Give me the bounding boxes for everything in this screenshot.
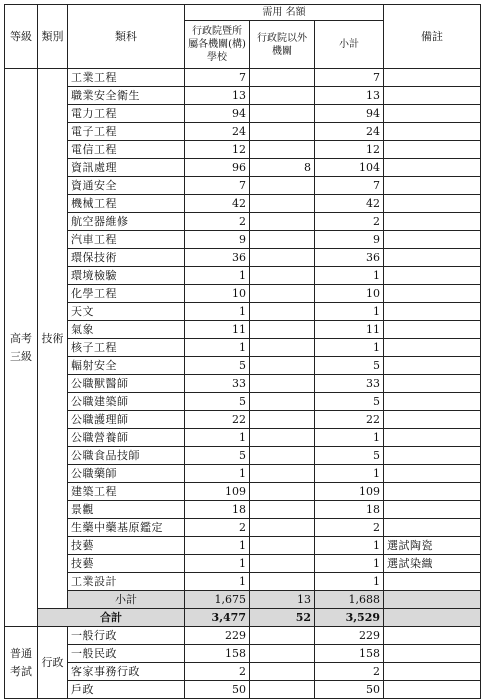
subject-cell: 機械工程 bbox=[68, 195, 185, 213]
remarks-cell bbox=[384, 105, 481, 123]
subject-cell: 電子工程 bbox=[68, 123, 185, 141]
non-exec-count-cell bbox=[250, 303, 315, 321]
subtotal-cell: 12 bbox=[315, 141, 384, 159]
type-cell: 技術 bbox=[38, 69, 68, 609]
exec-count-cell: 2 bbox=[185, 663, 250, 681]
subtotal-cell: 104 bbox=[315, 159, 384, 177]
subtotal-cell: 1 bbox=[315, 267, 384, 285]
table-row bbox=[5, 357, 481, 375]
remarks-cell bbox=[384, 357, 481, 375]
subtotal-cell: 2 bbox=[315, 213, 384, 231]
exec-count-cell: 1 bbox=[185, 429, 250, 447]
table-row bbox=[5, 627, 481, 645]
subtotal-cell: 10 bbox=[315, 285, 384, 303]
subtotal-cell: 7 bbox=[315, 69, 384, 87]
subject-cell: 環境檢驗 bbox=[68, 267, 185, 285]
exec-count-cell: 13 bbox=[185, 87, 250, 105]
subtotal-cell: 1 bbox=[315, 555, 384, 573]
subtotal-cell: 11 bbox=[315, 321, 384, 339]
table-row bbox=[5, 393, 481, 411]
table-row bbox=[5, 231, 481, 249]
subtotal-cell: 13 bbox=[315, 87, 384, 105]
non-exec-count-cell bbox=[250, 483, 315, 501]
non-exec-count-cell bbox=[250, 357, 315, 375]
header-level: 等級 bbox=[5, 5, 38, 69]
level-cell: 高考三級 bbox=[5, 69, 38, 627]
table-row bbox=[5, 519, 481, 537]
exec-count-cell: 50 bbox=[185, 681, 250, 699]
subtotal-cell: 33 bbox=[315, 375, 384, 393]
subject-cell: 氣象 bbox=[68, 321, 185, 339]
exec-count-cell: 1 bbox=[185, 303, 250, 321]
table-row bbox=[5, 501, 481, 519]
subtotal-cell: 1 bbox=[315, 537, 384, 555]
table-row bbox=[5, 429, 481, 447]
non-exec-count-cell bbox=[250, 537, 315, 555]
subtotal-row bbox=[5, 591, 481, 609]
table-row bbox=[5, 249, 481, 267]
remarks-cell bbox=[384, 429, 481, 447]
non-exec-count-cell bbox=[250, 141, 315, 159]
non-exec-count-cell bbox=[250, 249, 315, 267]
remarks-cell bbox=[384, 573, 481, 591]
non-exec-count-cell bbox=[250, 627, 315, 645]
remarks-cell bbox=[384, 681, 481, 699]
remarks-cell bbox=[384, 393, 481, 411]
subject-cell: 汽車工程 bbox=[68, 231, 185, 249]
remarks-cell: 選試陶瓷 bbox=[384, 537, 481, 555]
exec-count-cell: 1 bbox=[185, 537, 250, 555]
table-row bbox=[5, 465, 481, 483]
subtotal-remarks bbox=[384, 591, 481, 609]
non-exec-count-cell bbox=[250, 267, 315, 285]
subtotal-cell: 2 bbox=[315, 663, 384, 681]
quota-table bbox=[4, 4, 481, 699]
non-exec-count-cell bbox=[250, 339, 315, 357]
exec-count-cell: 158 bbox=[185, 645, 250, 663]
subtotal-cell: 1 bbox=[315, 465, 384, 483]
exec-count-cell: 11 bbox=[185, 321, 250, 339]
subtotal-cell: 50 bbox=[315, 681, 384, 699]
exec-count-cell: 109 bbox=[185, 483, 250, 501]
non-exec-count-cell: 8 bbox=[250, 159, 315, 177]
header-exec: 行政院暨所屬各機關(構)學校 bbox=[185, 21, 250, 69]
exec-count-cell: 1 bbox=[185, 573, 250, 591]
non-exec-count-cell bbox=[250, 87, 315, 105]
subtotal-label: 小計 bbox=[68, 591, 185, 609]
remarks-cell bbox=[384, 159, 481, 177]
non-exec-count-cell bbox=[250, 285, 315, 303]
table-row bbox=[5, 375, 481, 393]
exec-count-cell: 7 bbox=[185, 177, 250, 195]
table-row bbox=[5, 87, 481, 105]
subject-cell: 客家事務行政 bbox=[68, 663, 185, 681]
exec-count-cell: 2 bbox=[185, 213, 250, 231]
table-row bbox=[5, 573, 481, 591]
remarks-cell bbox=[384, 447, 481, 465]
exec-count-cell: 33 bbox=[185, 375, 250, 393]
exec-count-cell: 5 bbox=[185, 357, 250, 375]
subtotal-cell: 1 bbox=[315, 429, 384, 447]
non-exec-count-cell bbox=[250, 321, 315, 339]
remarks-cell bbox=[384, 267, 481, 285]
remarks-cell bbox=[384, 375, 481, 393]
remarks-cell bbox=[384, 645, 481, 663]
non-exec-count-cell bbox=[250, 69, 315, 87]
subtotal-cell: 5 bbox=[315, 357, 384, 375]
exec-count-cell: 1 bbox=[185, 555, 250, 573]
non-exec-count-cell bbox=[250, 681, 315, 699]
subtotal-non-exec: 13 bbox=[250, 591, 315, 609]
remarks-cell bbox=[384, 213, 481, 231]
subject-cell: 建築工程 bbox=[68, 483, 185, 501]
non-exec-count-cell bbox=[250, 519, 315, 537]
subject-cell: 工業工程 bbox=[68, 69, 185, 87]
non-exec-count-cell bbox=[250, 195, 315, 213]
table-row bbox=[5, 195, 481, 213]
table-row bbox=[5, 177, 481, 195]
table-row bbox=[5, 555, 481, 573]
table-row bbox=[5, 537, 481, 555]
subject-cell: 技藝 bbox=[68, 537, 185, 555]
non-exec-count-cell bbox=[250, 429, 315, 447]
subtotal-cell: 7 bbox=[315, 177, 384, 195]
table-row bbox=[5, 681, 481, 699]
non-exec-count-cell bbox=[250, 375, 315, 393]
table-row bbox=[5, 213, 481, 231]
table-row bbox=[5, 339, 481, 357]
subtotal-cell: 94 bbox=[315, 105, 384, 123]
total-non-exec: 52 bbox=[250, 609, 315, 627]
exec-count-cell: 18 bbox=[185, 501, 250, 519]
table-row bbox=[5, 645, 481, 663]
remarks-cell bbox=[384, 285, 481, 303]
subtotal-cell: 36 bbox=[315, 249, 384, 267]
subtotal-total: 1,688 bbox=[315, 591, 384, 609]
exec-count-cell: 12 bbox=[185, 141, 250, 159]
total-remarks bbox=[384, 609, 481, 627]
subtotal-exec: 1,675 bbox=[185, 591, 250, 609]
subject-cell: 電信工程 bbox=[68, 141, 185, 159]
non-exec-count-cell bbox=[250, 177, 315, 195]
non-exec-count-cell bbox=[250, 105, 315, 123]
remarks-cell bbox=[384, 141, 481, 159]
non-exec-count-cell bbox=[250, 123, 315, 141]
subtotal-cell: 2 bbox=[315, 519, 384, 537]
group-ordinary-admin bbox=[5, 627, 481, 699]
remarks-cell bbox=[384, 249, 481, 267]
remarks-cell bbox=[384, 123, 481, 141]
subtotal-cell: 109 bbox=[315, 483, 384, 501]
remarks-cell bbox=[384, 69, 481, 87]
exec-count-cell: 36 bbox=[185, 249, 250, 267]
subject-cell: 公職獸醫師 bbox=[68, 375, 185, 393]
non-exec-count-cell bbox=[250, 573, 315, 591]
subject-cell: 公職藥師 bbox=[68, 465, 185, 483]
exec-count-cell: 229 bbox=[185, 627, 250, 645]
subject-cell: 一般民政 bbox=[68, 645, 185, 663]
remarks-cell bbox=[384, 465, 481, 483]
table-row bbox=[5, 285, 481, 303]
group-senior-technical bbox=[5, 69, 481, 627]
total-exec: 3,477 bbox=[185, 609, 250, 627]
subject-cell: 景觀 bbox=[68, 501, 185, 519]
non-exec-count-cell bbox=[250, 393, 315, 411]
table-row bbox=[5, 69, 481, 87]
remarks-cell bbox=[384, 87, 481, 105]
non-exec-count-cell bbox=[250, 555, 315, 573]
exec-count-cell: 94 bbox=[185, 105, 250, 123]
exec-count-cell: 24 bbox=[185, 123, 250, 141]
exec-count-cell: 10 bbox=[185, 285, 250, 303]
type-cell: 行政 bbox=[38, 627, 68, 699]
table-row bbox=[5, 321, 481, 339]
non-exec-count-cell bbox=[250, 663, 315, 681]
subject-cell: 化學工程 bbox=[68, 285, 185, 303]
remarks-cell bbox=[384, 411, 481, 429]
table-row bbox=[5, 267, 481, 285]
total-label: 合計 bbox=[38, 609, 185, 627]
subject-cell: 生藥中藥基原鑑定 bbox=[68, 519, 185, 537]
remarks-cell bbox=[384, 177, 481, 195]
subtotal-cell: 5 bbox=[315, 447, 384, 465]
exec-count-cell: 9 bbox=[185, 231, 250, 249]
subtotal-cell: 24 bbox=[315, 123, 384, 141]
exec-count-cell: 1 bbox=[185, 465, 250, 483]
subject-cell: 公職建築師 bbox=[68, 393, 185, 411]
subtotal-cell: 1 bbox=[315, 573, 384, 591]
header-non-exec: 行政院以外機關 bbox=[250, 21, 315, 69]
table-row bbox=[5, 411, 481, 429]
remarks-cell bbox=[384, 339, 481, 357]
exec-count-cell: 42 bbox=[185, 195, 250, 213]
exec-count-cell: 22 bbox=[185, 411, 250, 429]
total-row bbox=[5, 609, 481, 627]
subject-cell: 公職食品技師 bbox=[68, 447, 185, 465]
subtotal-cell: 5 bbox=[315, 393, 384, 411]
table-row bbox=[5, 663, 481, 681]
subtotal-cell: 18 bbox=[315, 501, 384, 519]
subtotal-cell: 1 bbox=[315, 339, 384, 357]
subject-cell: 電力工程 bbox=[68, 105, 185, 123]
header-remarks: 備註 bbox=[384, 5, 481, 69]
remarks-cell bbox=[384, 303, 481, 321]
exec-count-cell: 1 bbox=[185, 267, 250, 285]
remarks-cell: 選試染織 bbox=[384, 555, 481, 573]
subtotal-cell: 1 bbox=[315, 303, 384, 321]
non-exec-count-cell bbox=[250, 411, 315, 429]
remarks-cell bbox=[384, 519, 481, 537]
non-exec-count-cell bbox=[250, 501, 315, 519]
subtotal-cell: 9 bbox=[315, 231, 384, 249]
exec-count-cell: 96 bbox=[185, 159, 250, 177]
total-total: 3,529 bbox=[315, 609, 384, 627]
header-subject: 類科 bbox=[68, 5, 185, 69]
subtotal-cell: 158 bbox=[315, 645, 384, 663]
remarks-cell bbox=[384, 321, 481, 339]
header-subtotal: 小計 bbox=[315, 21, 384, 69]
table-row bbox=[5, 105, 481, 123]
table-row bbox=[5, 123, 481, 141]
non-exec-count-cell bbox=[250, 213, 315, 231]
table-row bbox=[5, 447, 481, 465]
non-exec-count-cell bbox=[250, 465, 315, 483]
subject-cell: 天文 bbox=[68, 303, 185, 321]
remarks-cell bbox=[384, 663, 481, 681]
remarks-cell bbox=[384, 483, 481, 501]
quota-document bbox=[4, 4, 481, 699]
non-exec-count-cell bbox=[250, 645, 315, 663]
exec-count-cell: 5 bbox=[185, 447, 250, 465]
remarks-cell bbox=[384, 627, 481, 645]
table-row bbox=[5, 483, 481, 501]
subject-cell: 戶政 bbox=[68, 681, 185, 699]
subject-cell: 資訊處理 bbox=[68, 159, 185, 177]
subject-cell: 輻射安全 bbox=[68, 357, 185, 375]
subject-cell: 公職護理師 bbox=[68, 411, 185, 429]
subject-cell: 一般行政 bbox=[68, 627, 185, 645]
subject-cell: 技藝 bbox=[68, 555, 185, 573]
subtotal-cell: 22 bbox=[315, 411, 384, 429]
table-row bbox=[5, 141, 481, 159]
header-needs: 需用 名額 bbox=[185, 5, 384, 21]
subtotal-cell: 42 bbox=[315, 195, 384, 213]
exec-count-cell: 1 bbox=[185, 339, 250, 357]
exec-count-cell: 2 bbox=[185, 519, 250, 537]
table-row bbox=[5, 159, 481, 177]
remarks-cell bbox=[384, 195, 481, 213]
exec-count-cell: 5 bbox=[185, 393, 250, 411]
subject-cell: 職業安全衛生 bbox=[68, 87, 185, 105]
non-exec-count-cell bbox=[250, 447, 315, 465]
subject-cell: 公職營養師 bbox=[68, 429, 185, 447]
subject-cell: 環保技術 bbox=[68, 249, 185, 267]
table-row bbox=[5, 303, 481, 321]
remarks-cell bbox=[384, 231, 481, 249]
subject-cell: 核子工程 bbox=[68, 339, 185, 357]
subtotal-cell: 229 bbox=[315, 627, 384, 645]
header-type: 類別 bbox=[38, 5, 68, 69]
exec-count-cell: 7 bbox=[185, 69, 250, 87]
non-exec-count-cell bbox=[250, 231, 315, 249]
subject-cell: 航空器維修 bbox=[68, 213, 185, 231]
subject-cell: 工業設計 bbox=[68, 573, 185, 591]
level-cell: 普通考試 bbox=[5, 627, 38, 699]
subject-cell: 資通安全 bbox=[68, 177, 185, 195]
remarks-cell bbox=[384, 501, 481, 519]
